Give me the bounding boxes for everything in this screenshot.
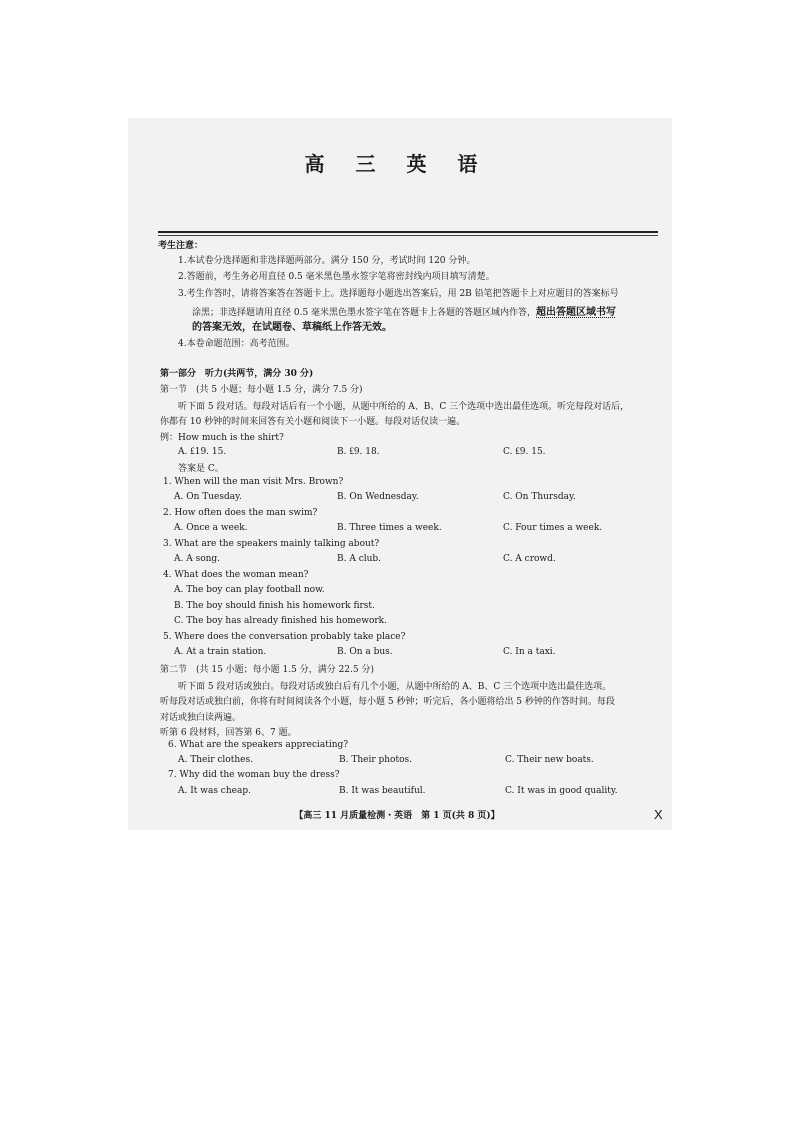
divider-line-thin (158, 235, 658, 236)
q4-option-a: A. The boy can play football now. (174, 585, 325, 595)
corner-mark: X (654, 807, 663, 822)
notice-item-3a: 3.考生作答时，请将答案答在答题卡上。选择题每小题选出答案后，用 2B 铅笔把答题卡上对应题目的答案标号 (178, 289, 619, 299)
section1-instruction-2: 你都有 10 秒钟的时间来回答有关小题和阅读下一小题。每段对话仅读一遍。 (160, 417, 466, 427)
q6-option-a: A. Their clothes. (178, 755, 253, 765)
notice-item-3b (192, 303, 616, 318)
q7-option-a: A. It was cheap. (178, 786, 251, 796)
question-6: 6. What are the speakers appreciating? (168, 740, 349, 750)
example-answer: 答案是 C。 (178, 464, 224, 474)
notice-item-3b-emphasis: 超出答题区域书写 (536, 307, 617, 318)
question-5: 5. Where does the conversation probably take place? (163, 632, 406, 642)
q4-option-c: C. The boy has already finished his homework. (174, 616, 387, 626)
material-6-intro: 听第 6 段材料，回答第 6、7 题。 (160, 728, 297, 738)
section1-heading: 第一节 (共 5 小题；每小题 1.5 分，满分 7.5 分) (160, 385, 363, 395)
question-7: 7. Why did the woman buy the dress? (168, 770, 340, 780)
example-option-a: A. ₤19. 15. (178, 447, 227, 457)
q7-option-c: C. It was in good quality. (505, 786, 618, 796)
question-2: 2. How often does the man swim? (163, 508, 318, 518)
q2-option-c: C. Four times a week. (503, 523, 603, 533)
q2-option-b: B. Three times a week. (337, 523, 442, 533)
q1-option-a: A. On Tuesday. (174, 492, 242, 502)
notice-item-1: 1.本试卷分选择题和非选择题两部分。满分 150 分，考试时间 120 分钟。 (178, 256, 476, 266)
q6-option-b: B. Their photos. (339, 755, 412, 765)
example-question: 例：How much is the shirt? (160, 433, 284, 443)
notice-item-3b-text: 涂黑；非选择题请用直径 0.5 毫米黑色墨水签字笔在答题卡上各题的答题区域内作答， (192, 308, 537, 318)
q3-option-c: C. A crowd. (503, 554, 556, 564)
section2-instruction-2: 听每段对话或独白前，你将有时间阅读各个小题，每小题 5 秒钟；听完后，各小题将给出 5 秒钟的作答时间。每段 (160, 697, 615, 707)
notice-item-2: 2.答题前，考生务必用直径 0.5 毫米黑色墨水签字笔将密封线内项目填写清楚。 (178, 272, 495, 282)
page-footer: 【高三 11 月质量检测・英语 第 1 页(共 8 页)】 (294, 811, 500, 821)
part1-heading: 第一部分 听力(共两节，满分 30 分) (160, 369, 314, 379)
section2-instruction-3: 对话或独白读两遍。 (160, 713, 242, 723)
q3-option-b: B. A club. (337, 554, 382, 564)
section2-heading: 第二节 (共 15 小题；每小题 1.5 分，满分 22.5 分) (160, 665, 374, 675)
q3-option-a: A. A song. (174, 554, 221, 564)
notice-item-3c-emphasis: 的答案无效，在试题卷、草稿纸上作答无效。 (192, 322, 392, 333)
q7-option-b: B. It was beautiful. (339, 786, 426, 796)
question-3: 3. What are the speakers mainly talking about? (163, 539, 380, 549)
question-1: 1. When will the man visit Mrs. Brown? (163, 477, 344, 487)
q5-option-c: C. In a taxi. (503, 647, 556, 657)
notice-heading: 考生注意： (158, 241, 204, 251)
q4-option-b: B. The boy should finish his homework first. (174, 601, 375, 611)
q2-option-a: A. Once a week. (174, 523, 248, 533)
divider-line (158, 231, 658, 233)
section1-instruction-1: 听下面 5 段对话。每段对话后有一个小题，从题中所给的 A、B、C 三个选项中选出最佳选项。听完每段对话后， (178, 402, 630, 412)
page-title: 高 三 英 语 (304, 152, 490, 176)
q1-option-c: C. On Thursday. (503, 492, 576, 502)
paper-sheet (128, 118, 672, 830)
section2-instruction-1: 听下面 5 段对话或独白。每段对话或独白后有几个小题，从题中所给的 A、B、C 三个选项中选出最佳选项。 (178, 682, 612, 692)
notice-item-4: 4.本卷命题范围：高考范围。 (178, 339, 295, 349)
q6-option-c: C. Their new boats. (505, 755, 594, 765)
q5-option-b: B. On a bus. (337, 647, 393, 657)
example-option-c: C. ₤9. 15. (503, 447, 546, 457)
q1-option-b: B. On Wednesday. (337, 492, 419, 502)
question-4: 4. What does the woman mean? (163, 570, 309, 580)
example-option-b: B. ₤9. 18. (337, 447, 380, 457)
q5-option-a: A. At a train station. (174, 647, 267, 657)
